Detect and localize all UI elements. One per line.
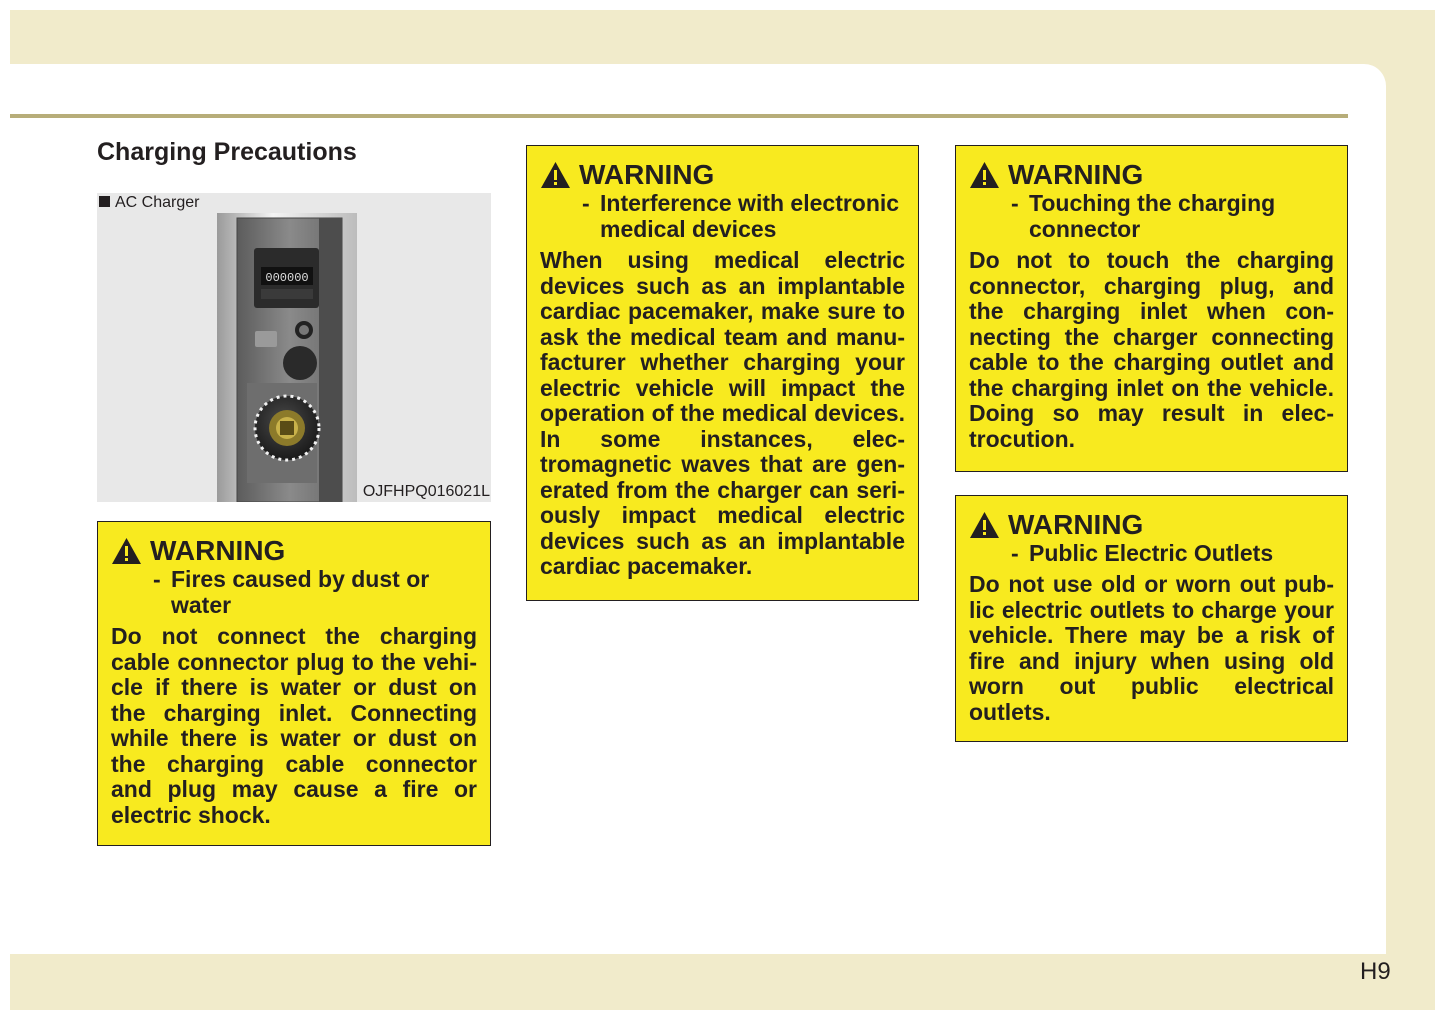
warning-triangle-icon (540, 161, 571, 189)
warning-triangle-icon (969, 511, 1000, 539)
page-number: H9 (1360, 958, 1391, 985)
warning-subtitle-text: Fires caused by dust or water (171, 566, 430, 618)
warning-box-charging-connector (955, 145, 1348, 472)
warning-header (969, 160, 1334, 190)
ac-charger-figure (97, 193, 491, 502)
warning-body: Do not use old or worn out public electric outlets to charge your vehicle. There may be a risk of fire and injury when using old worn out public electrical outlets. (969, 571, 1334, 725)
subtitle-dash: - (1011, 540, 1019, 566)
warning-subtitle-text: Touching the charging connector (1029, 190, 1276, 242)
warning-header (969, 510, 1334, 540)
section-title: Charging Precautions (97, 138, 357, 166)
warning-title: WARNING (579, 159, 715, 190)
warning-header (111, 536, 477, 566)
figure-caption (99, 194, 199, 212)
warning-subtitle (1011, 540, 1334, 566)
subtitle-dash: - (153, 566, 161, 592)
subtitle-dash: - (1011, 190, 1019, 216)
warning-triangle-icon (969, 161, 1000, 189)
ac-charger-illustration (97, 193, 491, 502)
warning-body: Do not to touch the charging connector, charging plug, and the charging inlet when connecting the charger connecting cable to the charging outlet and the charging inlet on the vehicle. Doing so may result in electrocution. (969, 247, 1334, 452)
figure-code: OJFHPQ016021L (362, 483, 490, 500)
figure-caption-text: AC Charger (115, 194, 200, 211)
warning-subtitle-text: Interference with electronic medical devices (600, 190, 900, 242)
warning-subtitle-text: Public Electric Outlets (1029, 540, 1274, 566)
warning-subtitle (153, 566, 477, 618)
warning-body: Do not connect the charging cable connector plug to the vehicle if there is water or dust on the charging inlet. Connecting while there is water or dust on the charging cable connector and plug may cause a fire or electric shock. (111, 623, 477, 828)
svg-text:000000: 000000 (265, 271, 309, 285)
warning-title: WARNING (1008, 509, 1144, 540)
right-band (1384, 10, 1435, 1010)
warning-box-public-outlets (955, 495, 1348, 742)
warning-header (540, 160, 905, 190)
subtitle-dash: - (582, 190, 590, 216)
warning-title: WARNING (150, 535, 286, 566)
warning-box-fires (97, 521, 491, 846)
header-rule (10, 114, 1348, 118)
warning-subtitle (1011, 190, 1334, 242)
warning-subtitle (582, 190, 905, 242)
square-bullet-icon (99, 196, 110, 207)
warning-title: WARNING (1008, 159, 1144, 190)
warning-box-medical-devices (526, 145, 919, 601)
warning-body: When using medical electric devices such as an implantable cardiac pacemaker, make sure to ask the medical team and manufacturer whether charging your electric vehicle will impact the operation of the medical devices. In some instances, electromagnetic waves that are generated from the charger can seriously impact medical electric devices such as an implantable cardiac pacemaker. (540, 247, 905, 579)
bottom-band (10, 952, 1435, 1010)
warning-triangle-icon (111, 537, 142, 565)
